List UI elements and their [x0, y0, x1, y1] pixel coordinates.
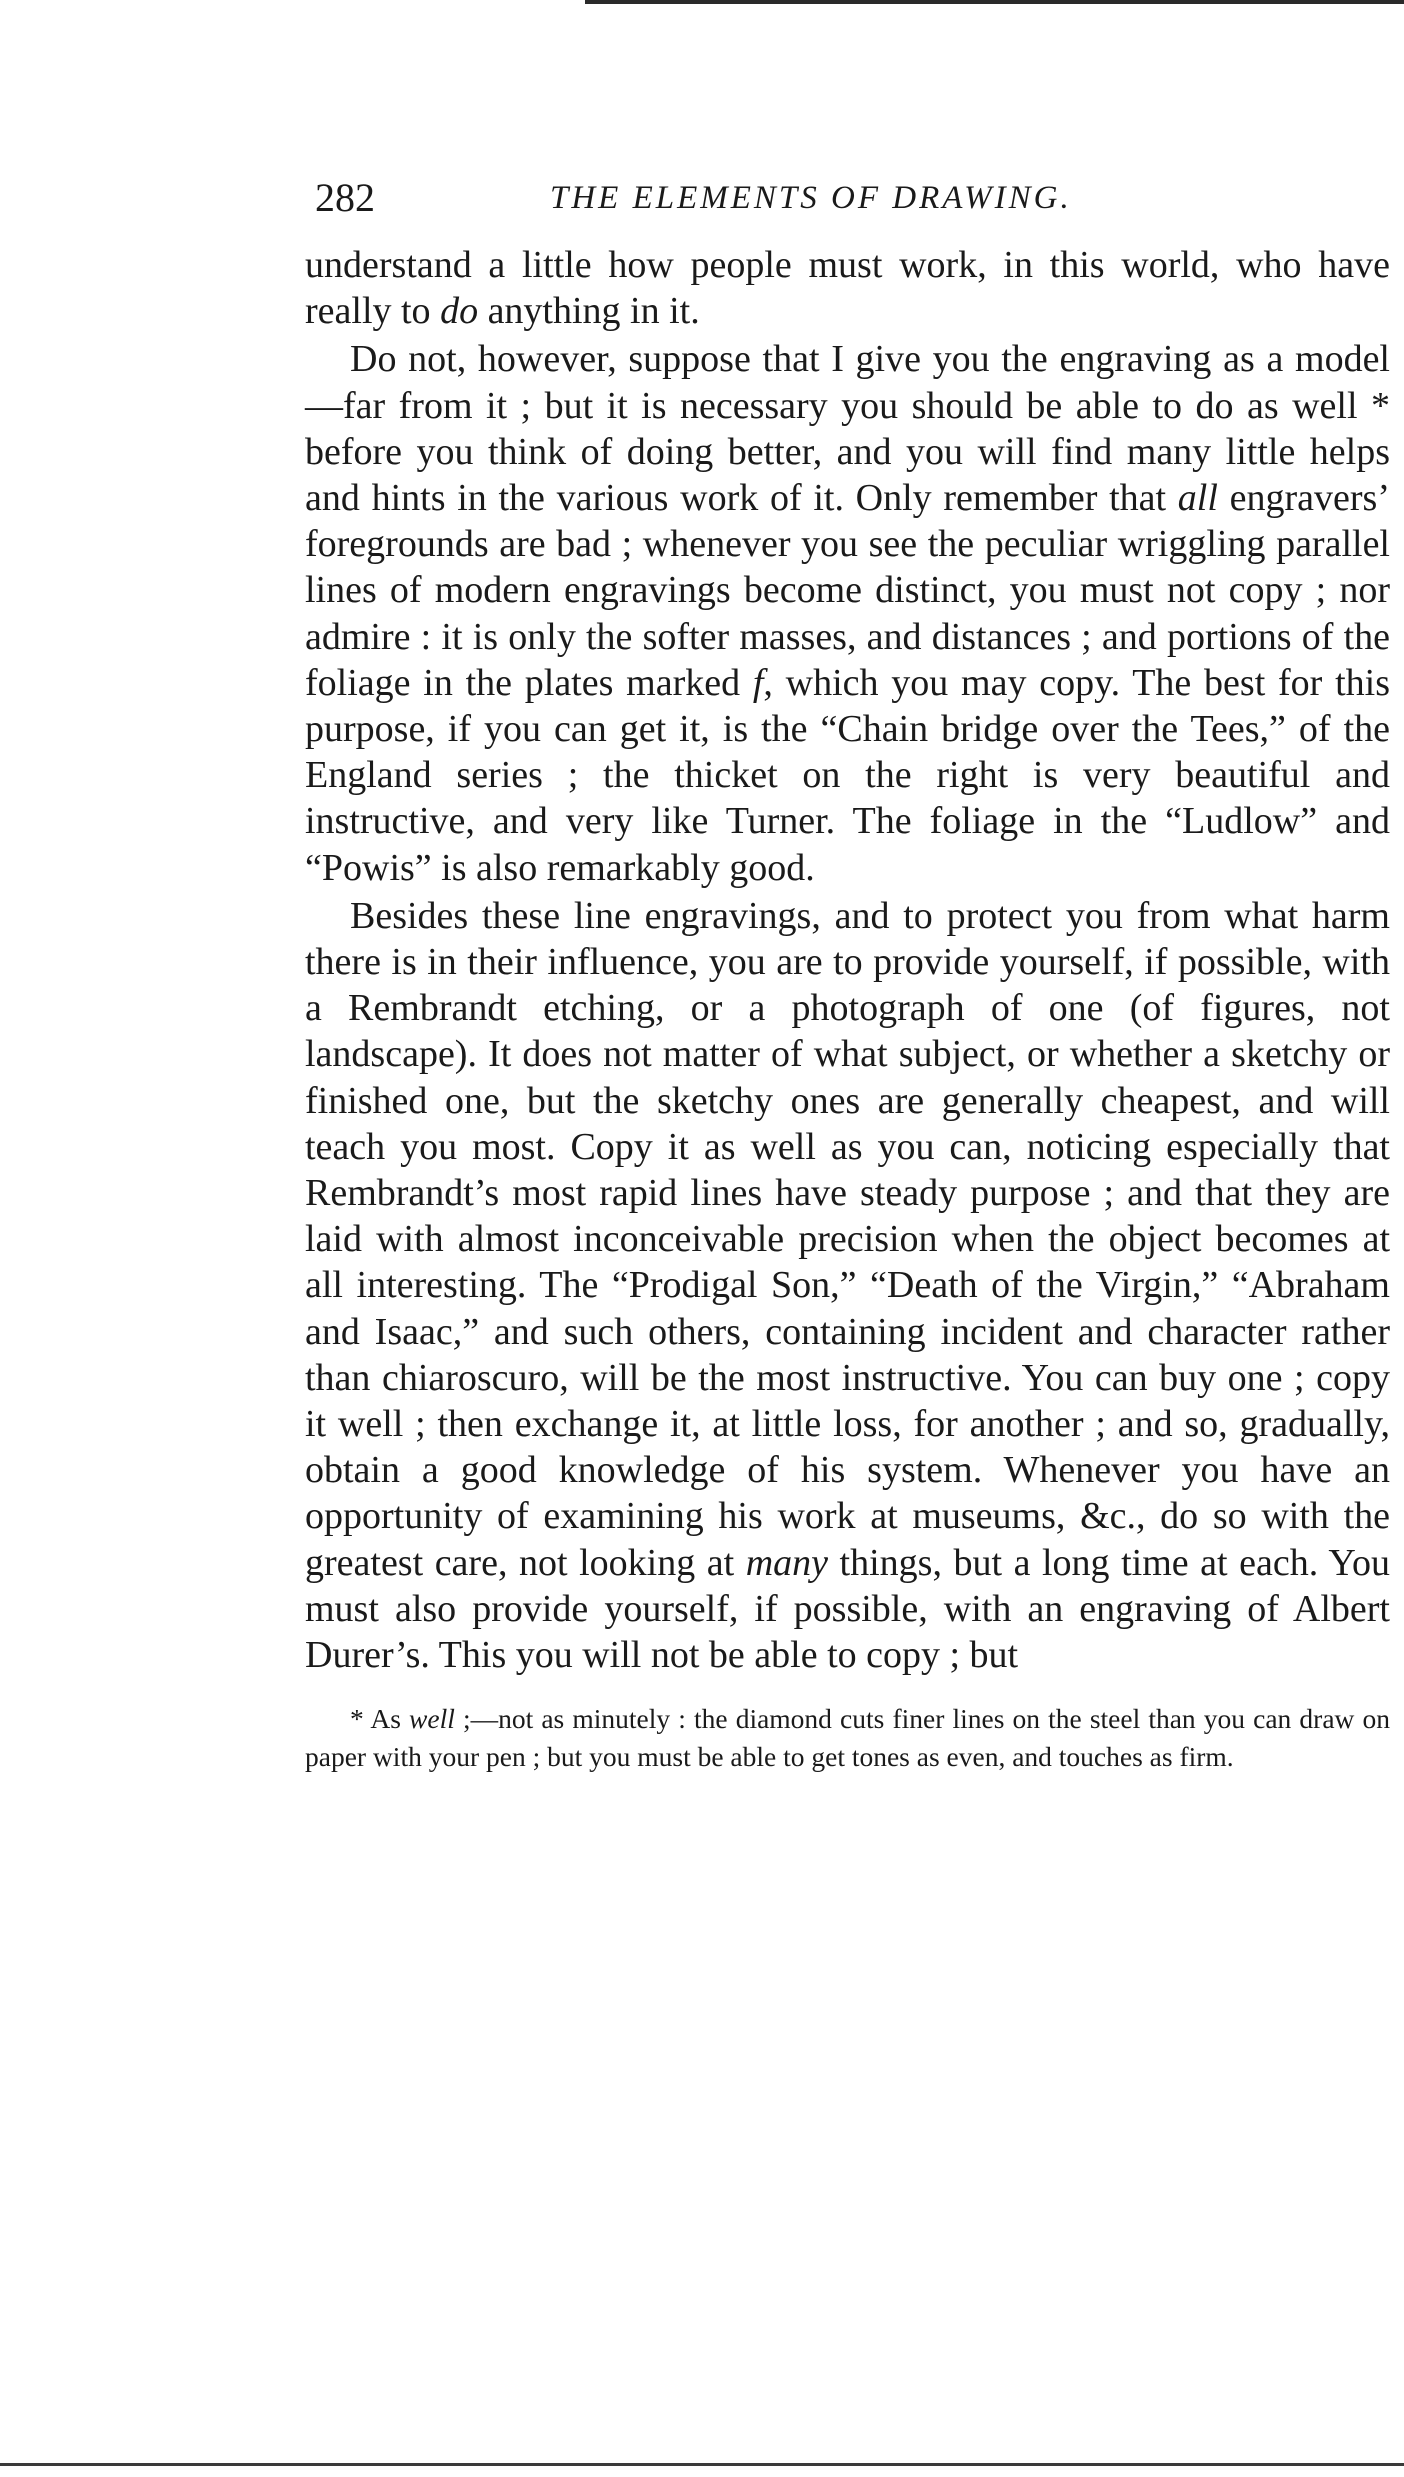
paragraph-continued [305, 242, 1390, 334]
text-run: understand a little how people must work, in this world, who have really to [305, 244, 1390, 333]
bottom-page-edge-rule [0, 2463, 1404, 2466]
italic-text-run: f [752, 661, 764, 704]
text-run: ;—not as minutely : the diamond cuts finer lines on the steel than you can draw on paper with your pen ; but you must be able to get tones as even, and touches as firm. [305, 1703, 1390, 1773]
text-run: * As [350, 1703, 410, 1735]
running-head [305, 170, 1390, 230]
text-run: anything in it. [478, 290, 700, 333]
footnote [305, 1700, 1390, 1776]
italic-text-run: many [745, 1541, 829, 1584]
text-run: , which you may copy. The best for this purpose, if you can get it, is the “Chain bridge over the Tees,” of the England series ; the thicket on the right is very beautiful and instructive, and very like Turner. The foliage in the “Ludlow” and “Powis” is also remarkably good. [305, 661, 1390, 889]
text-run: Besides these line engravings, and to protect you from what harm there is in their influence, you are to provide yourself, if possible, with a Rembrandt etching, or a photograph of one (of figures, not landscape). It does not matter of what subject, or whether a sketchy or finished one, but the sketchy ones are generally cheapest, and will teach you most. Copy it as well as you can, noticing especially that Rembrandt’s most rapid lines have steady purpose ; and that they are laid with almost inconceivable precision when the object becomes at all interesting. The “Prodigal Son,” “Death of the Virgin,” “Abraham and Isaac,” and such others, containing incident and character rather than chiaroscuro, will be the most instructive. You can buy one ; copy it well ; then exchange it, at little loss, for another ; and so, gradually, obtain a good knowledge of his system. Whenever you have an opportunity of examining his work at museums, &c., do so with the greatest care, not looking at [305, 894, 1390, 1584]
text-run: engravers’ foregrounds are bad ; whenever you see the peculiar wriggling parallel lines of modern engravings become distinct, you must not copy ; nor admire : it is only the softer masses, and distances ; and portions of the foliage in the plates marked [305, 477, 1390, 704]
text-run: Do not, however, suppose that I give you the engraving as a model—far from it ; but it is necessary you should be able to do as well * before you think of doing better, and you will find many little helps and hints in the various work of it. Only remember that [305, 338, 1390, 520]
top-page-edge-rule [585, 0, 1404, 4]
page-number: 282 [315, 175, 375, 220]
italic-text-run: do [440, 290, 479, 333]
paragraph-rembrandt-etching [305, 893, 1390, 1678]
text-run: things, but a long time at each. You must also provide yourself, if possible, with an engraving of Albert Durer’s. This you will not be able to copy ; but [305, 1541, 1390, 1677]
italic-text-run: all [1177, 477, 1218, 520]
running-title: THE ELEMENTS OF DRAWING. [550, 180, 1072, 216]
paragraph-engraving-model [305, 336, 1390, 890]
italic-text-run: well [409, 1703, 455, 1735]
book-page [305, 170, 1390, 1776]
body-text [305, 242, 1390, 1678]
